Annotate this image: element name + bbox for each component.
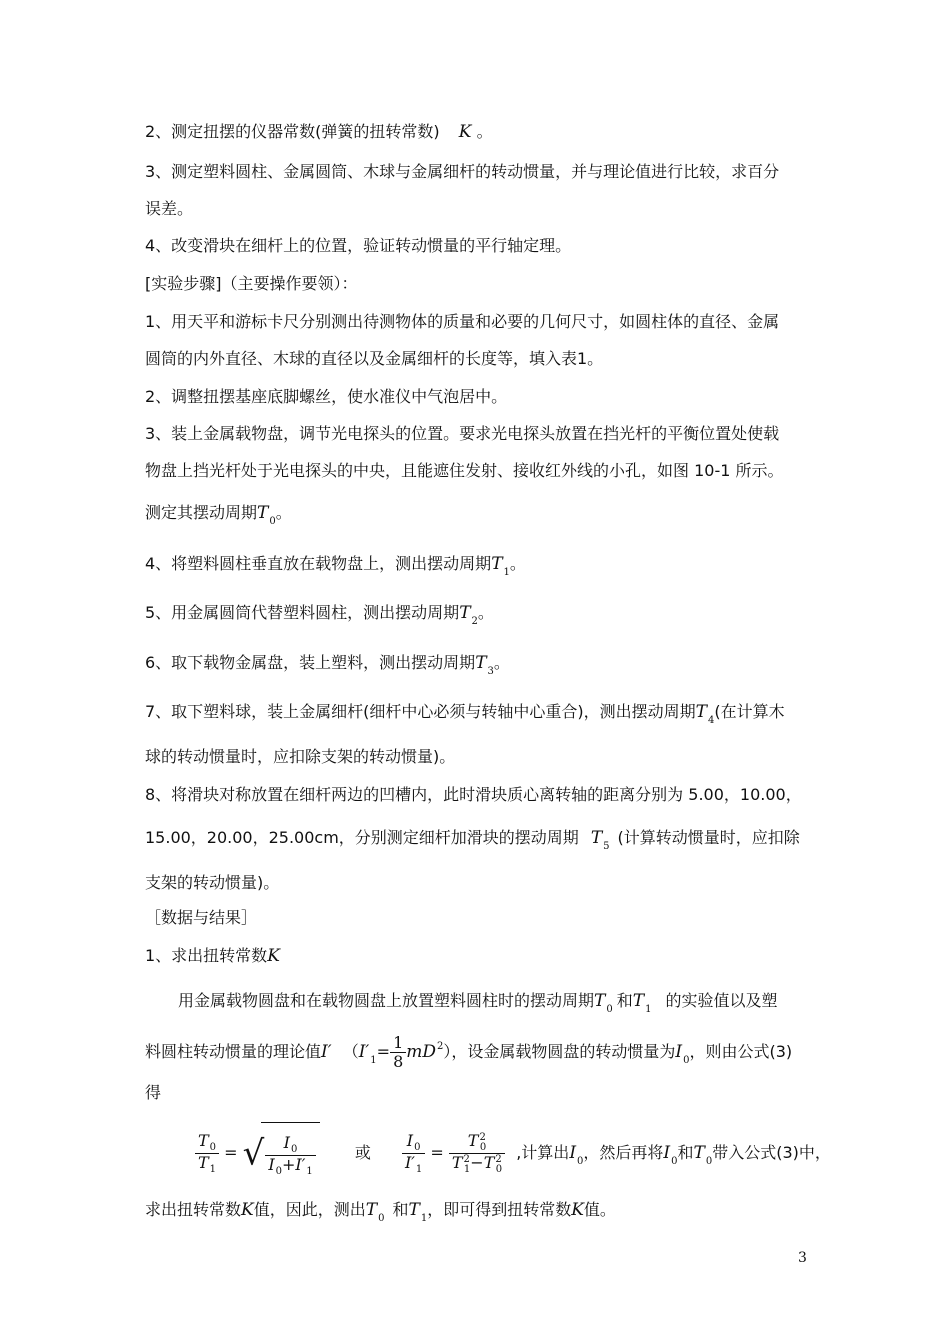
step-8-cont2: 支架的转动惯量)。 bbox=[145, 873, 280, 892]
symbol-t: T bbox=[693, 1143, 705, 1163]
step-4 bbox=[145, 553, 526, 578]
symbol-t: T bbox=[365, 1200, 378, 1220]
text-or: 或 bbox=[354, 1143, 371, 1162]
subscript: 1 bbox=[306, 1166, 313, 1177]
symbol-i-prime: I′ bbox=[295, 1155, 306, 1174]
step-3: 3、装上金属载物盘，调节光电探头的位置。要求光电探头放置在挡光杆的平衡位置处使载 bbox=[145, 424, 780, 443]
text: 。 bbox=[493, 653, 510, 672]
step-3-cont2 bbox=[145, 502, 292, 527]
symbol-t: T bbox=[483, 1153, 495, 1172]
text: 15.00，20.00，25.00cm，分别测定细杆加滑块的摆动周期 bbox=[145, 828, 579, 847]
step-5 bbox=[145, 602, 494, 627]
text: (计算转动惯量时，应扣除 bbox=[617, 828, 800, 847]
symbol-i: I bbox=[675, 1042, 683, 1062]
text: 7、取下塑料球，装上金属细杆(细杆中心必须与转轴中心重合)，测出摆动周期 bbox=[145, 702, 696, 721]
fraction-one-eighth bbox=[390, 1034, 406, 1071]
denominator bbox=[449, 1154, 505, 1175]
symbol-i: I bbox=[569, 1143, 577, 1163]
symbol-t: T bbox=[257, 503, 269, 523]
subscript: 0 bbox=[209, 1142, 217, 1153]
equals: = bbox=[430, 1143, 444, 1162]
denominator bbox=[195, 1154, 219, 1175]
subscript: 0 bbox=[414, 1142, 421, 1153]
superscript: 2 bbox=[437, 1041, 444, 1052]
paren: ） bbox=[443, 1042, 452, 1061]
symbol-i: I bbox=[268, 1155, 275, 1174]
text: 和 bbox=[677, 1143, 694, 1162]
equals: = bbox=[376, 1042, 391, 1061]
denominator: 8 bbox=[393, 1052, 404, 1071]
text: 6、取下载物金属盘，装上塑料，测出摆动周期 bbox=[145, 653, 476, 672]
symbol-k: K bbox=[267, 946, 280, 966]
step-6 bbox=[145, 652, 510, 677]
symbol-k: K bbox=[571, 1200, 584, 1220]
radical-icon: √ bbox=[242, 1133, 265, 1174]
text: 和 bbox=[392, 1200, 409, 1219]
superscript: 2 bbox=[463, 1154, 470, 1165]
subscript: 0 bbox=[291, 1144, 298, 1155]
result-1-para-cont2: 得 bbox=[145, 1083, 162, 1102]
text: (在计算木 bbox=[714, 702, 785, 721]
text: 和 bbox=[616, 991, 633, 1010]
text: 测定其摆动周期 bbox=[145, 503, 258, 522]
text: 5、用金属圆筒代替塑料圆柱，测出摆动周期 bbox=[145, 603, 460, 622]
step-7-cont: 球的转动惯量时，应扣除支架的转动惯量)。 bbox=[145, 747, 456, 766]
step-8: 8、将滑块对称放置在细杆两边的凹槽内，此时滑块质心离转轴的距离分别为 5.00，10.00， bbox=[145, 785, 802, 804]
numerator: 1 bbox=[390, 1034, 406, 1053]
fraction-t-squared bbox=[449, 1132, 505, 1175]
result-1-para bbox=[178, 990, 777, 1015]
subscript: 3 bbox=[487, 666, 494, 677]
symbol-i-prime: I′ bbox=[358, 1042, 370, 1062]
text: ,计算出 bbox=[516, 1143, 570, 1162]
symbol-k: K bbox=[241, 1200, 254, 1220]
symbol-t: T bbox=[451, 1153, 463, 1172]
step-8-cont bbox=[145, 827, 800, 852]
denominator bbox=[402, 1154, 425, 1175]
numerator bbox=[265, 1134, 315, 1156]
numerator bbox=[449, 1132, 505, 1154]
fraction-i0-sum bbox=[265, 1134, 315, 1177]
symbol-t: T bbox=[475, 653, 487, 673]
denominator bbox=[265, 1156, 315, 1177]
symbol-t: T bbox=[695, 702, 708, 722]
subscript: 1 bbox=[463, 1164, 471, 1175]
superscript: 2 bbox=[479, 1132, 486, 1143]
step-7 bbox=[145, 701, 785, 726]
text: ，设金属载物圆盘的转动惯量为 bbox=[451, 1042, 676, 1061]
step-2: 2、调整扭摆基座底脚螺丝，使水准仪中气泡居中。 bbox=[145, 387, 508, 406]
formula-line bbox=[145, 1122, 831, 1186]
equals: = bbox=[224, 1143, 238, 1162]
step-3-cont: 物盘上挡光杆处于光电探头的中央，且能遮住发射、接收红外线的小孔，如图 10-1 所示。 bbox=[145, 461, 784, 480]
objective-3-cont: 误差。 bbox=[145, 199, 194, 218]
subscript: 4 bbox=[708, 715, 715, 726]
text: 。 bbox=[477, 603, 494, 622]
subscript: 1 bbox=[370, 1055, 377, 1066]
text: 料圆柱转动惯量的理论值 bbox=[145, 1042, 322, 1061]
objective-3: 3、测定塑料圆柱、金属圆筒、木球与金属细杆的转动惯量，并与理论值进行比较，求百分 bbox=[145, 162, 780, 181]
superscript: 2 bbox=[495, 1154, 502, 1165]
step-1: 1、用天平和游标卡尺分别测出待测物体的质量和必要的几何尺寸，如圆柱体的直径、金属 bbox=[145, 312, 780, 331]
numerator bbox=[402, 1132, 425, 1154]
subscript: 0 bbox=[269, 516, 276, 527]
symbol-t: T bbox=[594, 991, 606, 1011]
symbol-i: I bbox=[663, 1143, 671, 1163]
text: 1、求出扭转常数 bbox=[145, 946, 268, 965]
result-1-para-cont bbox=[145, 1032, 792, 1075]
fraction-i0-i1 bbox=[402, 1132, 425, 1175]
text: 求出扭转常数 bbox=[145, 1200, 242, 1219]
subscript: 0 bbox=[495, 1164, 503, 1175]
subscript: 0 bbox=[606, 1004, 613, 1015]
fraction-t0-t1 bbox=[195, 1132, 219, 1175]
result-1-conclusion bbox=[145, 1199, 616, 1224]
subscript: 0 bbox=[705, 1156, 713, 1167]
plus: + bbox=[282, 1155, 296, 1174]
symbol-t: T bbox=[632, 991, 645, 1011]
text: 2、测定扭摆的仪器常数(弹簧的扭转常数) bbox=[145, 122, 440, 141]
subscript: 1 bbox=[209, 1164, 217, 1175]
section-heading-steps: [实验步骤]（主要操作要领）： bbox=[145, 274, 358, 293]
symbol-t: T bbox=[198, 1131, 209, 1150]
symbol-t: T bbox=[408, 1200, 420, 1220]
symbol-t: T bbox=[198, 1153, 209, 1172]
subscript: 0 bbox=[479, 1142, 487, 1153]
subscript: 5 bbox=[603, 841, 610, 852]
symbol-t: T bbox=[590, 828, 603, 848]
symbol-i-prime: I′ bbox=[321, 1042, 332, 1062]
page-number: 3 bbox=[798, 1250, 807, 1266]
subscript: 1 bbox=[503, 567, 510, 578]
numerator bbox=[195, 1132, 219, 1154]
objective-4: 4、改变滑块在细杆上的位置，验证转动惯量的平行轴定理。 bbox=[145, 236, 572, 255]
text: 用金属载物圆盘和在载物圆盘上放置塑料圆柱时的摆动周期 bbox=[178, 991, 595, 1010]
minus: − bbox=[470, 1153, 484, 1172]
symbol-t: T bbox=[467, 1131, 479, 1150]
subscript: 0 bbox=[683, 1055, 690, 1066]
subscript: 2 bbox=[471, 616, 478, 627]
text: 值。 bbox=[583, 1200, 616, 1219]
symbol-md: mD bbox=[406, 1042, 436, 1062]
text: 值，因此，测出 bbox=[253, 1200, 366, 1219]
subscript: 0 bbox=[275, 1166, 283, 1177]
subscript: 1 bbox=[645, 1004, 652, 1015]
text: 4、将塑料圆柱垂直放在载物盘上，测出摆动周期 bbox=[145, 554, 492, 573]
objective-2 bbox=[145, 121, 493, 143]
subscript: 0 bbox=[671, 1156, 678, 1167]
symbol-k: K bbox=[458, 122, 472, 142]
text: 。 bbox=[275, 503, 292, 522]
text: 。 bbox=[476, 122, 493, 141]
symbol-t: T bbox=[491, 554, 503, 574]
symbol-i-prime: I′ bbox=[404, 1153, 415, 1172]
section-heading-data: ［数据与结果］ bbox=[145, 908, 258, 927]
step-1-cont: 圆筒的内外直径、木球的直径以及金属细杆的长度等，填入表1。 bbox=[145, 349, 604, 368]
text: 的实验值以及塑 bbox=[665, 991, 778, 1010]
symbol-i: I bbox=[283, 1133, 290, 1152]
text: ，则由公式(3) bbox=[689, 1042, 793, 1061]
symbol-t: T bbox=[459, 603, 471, 623]
square-root bbox=[243, 1122, 320, 1185]
text: 。 bbox=[509, 554, 526, 573]
symbol-i: I bbox=[406, 1131, 414, 1150]
text: ，然后再将 bbox=[583, 1143, 664, 1162]
subscript: 1 bbox=[415, 1164, 423, 1175]
subscript: 1 bbox=[420, 1213, 428, 1224]
subscript: 0 bbox=[577, 1156, 584, 1167]
radicand bbox=[261, 1122, 319, 1185]
text: ，即可得到扭转常数 bbox=[427, 1200, 572, 1219]
subscript: 0 bbox=[378, 1213, 385, 1224]
result-1-heading bbox=[145, 945, 280, 967]
text: 带入公式(3)中， bbox=[712, 1143, 831, 1162]
paren: （ bbox=[342, 1042, 359, 1061]
